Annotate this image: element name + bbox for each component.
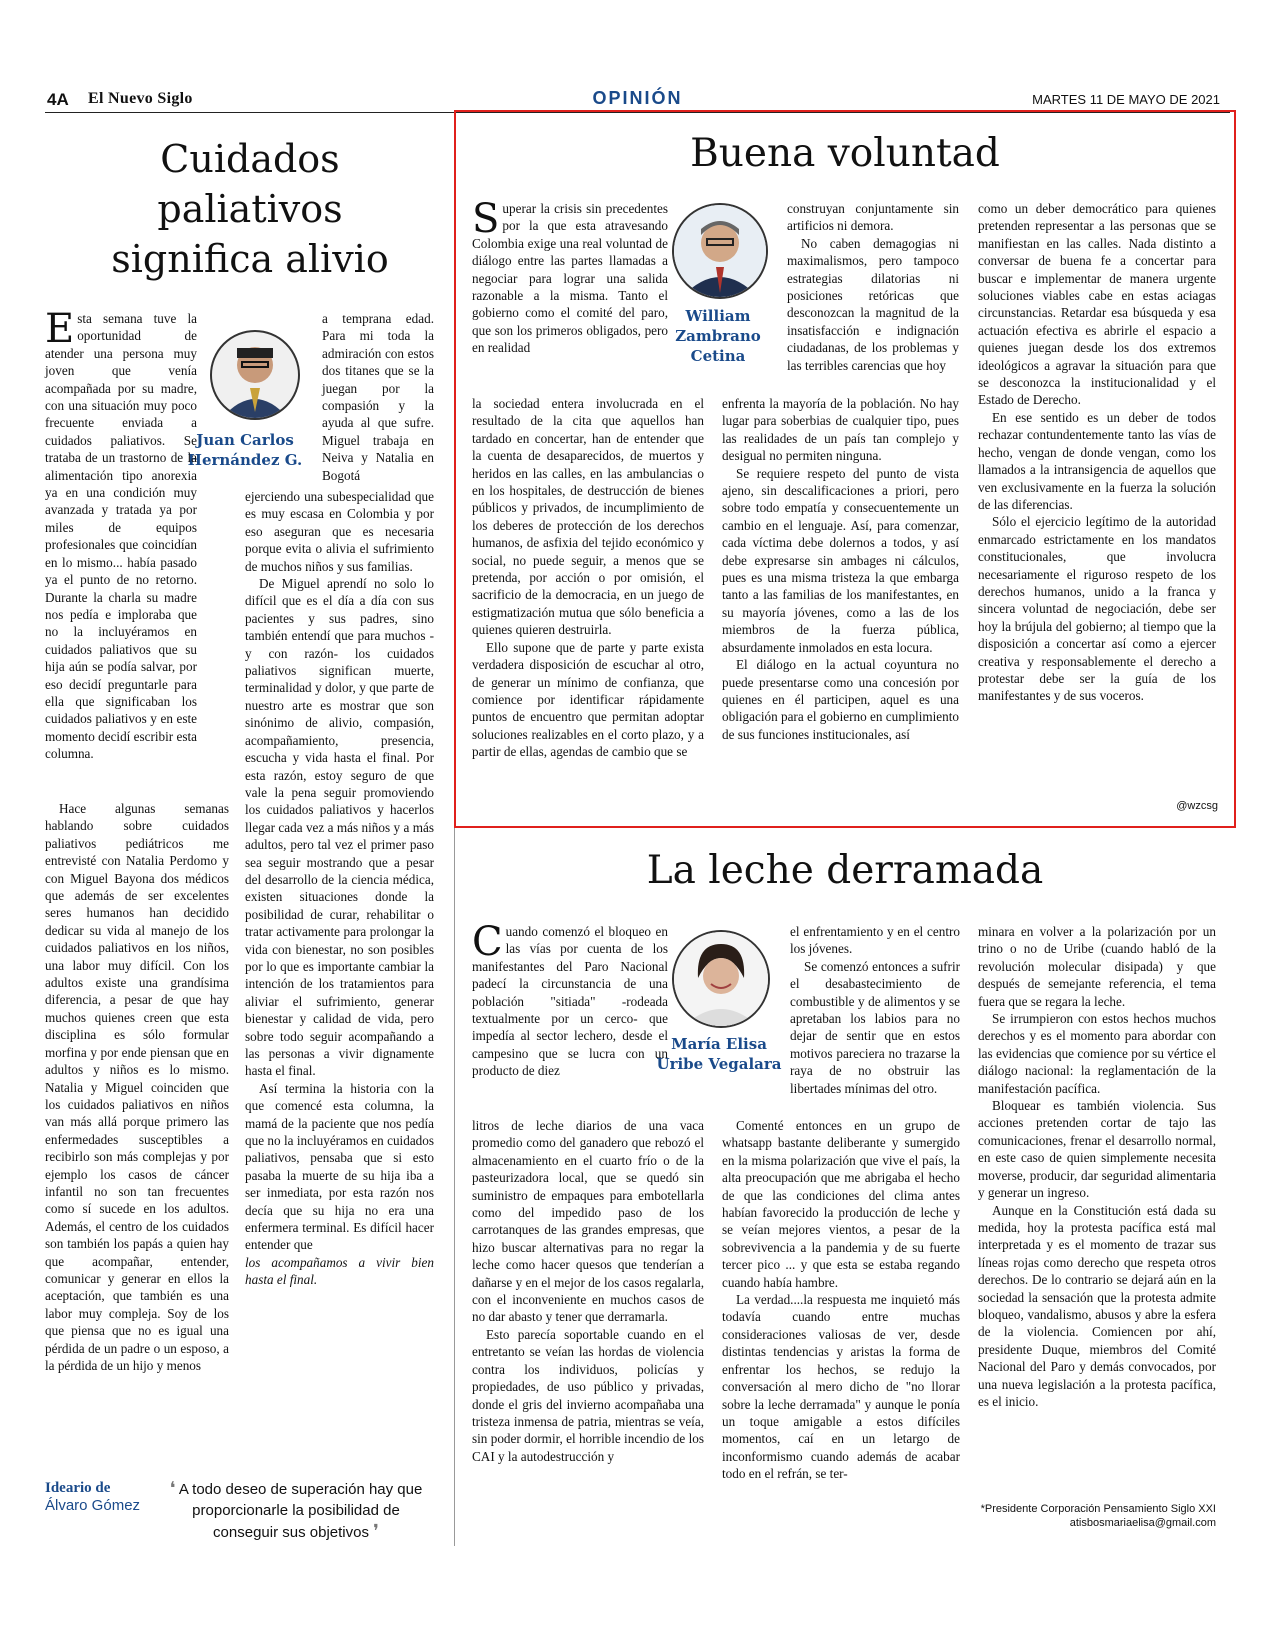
left-article-title: Cuidados paliativos significa alivio xyxy=(111,137,389,281)
section-title: OPINIÓN xyxy=(592,88,683,108)
top-article-title: Buena voluntad xyxy=(690,131,1000,176)
top-col1-b: la sociedad entera involucrada en el resultado de la cita que aquellos han tardado en concertar, han de entender que la cuenta de desaparecidos, de muertos y heridos en las calles, en las ambulancias o en los hospitales, de destrucción de bienes públicos y privados, de incumplimiento de los deberes de protección de los derechos humanos, de asfixia del tejido económico y social, no puede seguir, a menos que se pretenda, por acción o por omisión, el sacrificio de la democracia, en un juego de estigmatización mutua que sólo beneficia a quienes quieren destruirla. Ello supone que de parte y parte exista verdadera disposición de escuchar al otro, de generar un mínimo de confianza, que comience por identificar rápidamente puntos de encuentro que permitan adoptar soluciones realizables en el corto plazo, y a partir de ellas, agendas de cambio que se xyxy=(472,396,704,760)
bottom-col1-b: litros de leche diarios de una vaca promedio como del ganadero que rebozó el almacenamiento en el cuarto frío o de la pasteurizadora local, que se quedó sin suministro de empaques para embotellarla como del impedido paso de los carrotanques de las grandes empresas, que hizo buscar alternativas para no regar la leche como hacer quesos que tenderían a dañarse y en el mejor de los casos regalarla, con el inconveniente en muchos casos de no dar abasto y tener que derramarla. Esto parecía soportable cuando en el entretanto se veían las hordas de violencia contra los individuos, policías y propiedades, de uso público y privadas, donde el gris del invierno acompañaba una tristeza inmensa de patria, mientras se veía, sin poder dormir, el horrible incendio de los CAI y la autodestrucción y xyxy=(472,1118,704,1464)
bottom-col1-a: Cuando comenzó el bloqueo en las vías por cuenta de los manifestantes del Paro Nacional padecí la circunstancia de una población "sitiada" -rodeada textualmente por un cerco- que impedía al sector lechero, desde el campesino que se lucra con un producto de diez xyxy=(472,919,668,1079)
top-col1-a: Superar la crisis sin precedentes por la que esta atravesando Colombia exige una real voluntad de diálogo entre las partes llamadas a negociar para lograr una salida razonable a la misma. Tanto el gobierno como el comité del paro, que son los primeros obligados, pero en realidad xyxy=(472,196,668,356)
bottom-col2-b: Comenté entonces en un grupo de whatsapp bastante deliberante y sumergido en la misma polarización que vive el país, la alta preocupación que me abrigaba el hecho de que las condiciones del clima antes habían favorecido la producción de leche y se veían mejores vientos, a pesar de la sobrevivencia a la pandemia y de su fuerte tercer pico ... y que esta se estaba regando cuando había hambre. La verdad....la respuesta me inquietó más todavía cuando entre muchas consideraciones valiosas de ver, desde distintas tendencias y aristas la forma de enfrentar los hechos, se redujo la conversación al mero dicho de "no llorar sobre la leche derramada" y aunque le ponía un toque amigable a estos difíciles momentos, caí en un letargo de inconformismo cuando además de acabar todo en el refrán, se ter- xyxy=(722,1118,960,1482)
issue-date: MARTES 11 DE MAYO DE 2021 xyxy=(1032,92,1220,107)
newspaper-name: El Nuevo Siglo xyxy=(88,90,193,107)
bottom-col3: minara en volver a la polarización por un trino o no de Uribe (cuando habló de la revolución molecular disipada) y que después de semejante referencia, el tema fuera que se regara la leche. Se irrumpieron con estos hechos muchos derechos y es el momento para abordar con las evidencias que comience por su vértice el diálogo nacional: la reglamentación de la manifestación pacífica. Bloquear es también violencia. Sus acciones pretenden cortar de tajo las comunicaciones, frenar el desarrollo normal, en este caso de quien simplemente necesita moverse, producir, dar seguridad alimentaria y generar un ingreso. Aunque en la Constitución está dada su medida, hoy la protesta pacífica está mal interpretada y es el momento de trazar sus líneas rojas como derecho que respeta otros derechos. De lo contrario se dejará aún en la sociedad la sensación que la protesta admite bloqueo, vandalismo, abusos y abre la esfera de la violencia. Comiencen por ahí, presidente Duque, miembros del Comité Nacional del Paro y demás convocados, por una nueva legislación a la protesta pacífica, es el inicio. xyxy=(978,924,1216,1409)
author-photo-juan-carlos xyxy=(210,330,300,420)
left-col2-bottom: ejerciendo una subespecialidad que es muy escasa en Colombia y por eso aseguran que es necesaria porque evita o alivia el sufrimiento de muchos niños y sus familias. De Miguel aprendí no solo lo difícil que es el día a día con sus pacientes y sus padres, sino también entendí que para muchos -y con razón- los cuidados paliativos significan muerte, terminalidad y dolor, y que parte de nuestro arte es mostrar que son sinónimo de alivio, compasión, acompañamiento, presencia, escucha y vida hasta el final. Por esta razón, estoy seguro de que vale la pena seguir promoviendo los cuidados paliativos y hacerlos llegar cada vez a más niños y a más adultos, pero tal vez el primer paso sea seguir mostrando que a pesar del desarrollo de la ciencia médica, existen situaciones donde la posibilidad de curar, rehabilitar o tratar activamente para prolongar la vida con bienestar, no son posibles por lo que es importante cambiar la intención de los tratamientos para aliviar el sufrimiento, generar bienestar y calidad de vida, pero sobre todo seguir acompañando a las personas a vivir dignamente hasta el final. Así termina la historia con la que comencé esta columna, la mamá de la paciente que nos pedía que no la incluyéramos en cuidados paliativos, pensaba que si esto pasaba la muerte de su hija iba a ser inmediata, por esta razón nos decía que su hija no era una enfermera terminal. Es difícil hacer entender que los acompañamos a vivir bien hasta el final. xyxy=(245,489,434,1288)
close-quote-icon: ❜ xyxy=(373,1521,379,1541)
left-col1-bottom: Hace algunas semanas hablando sobre cuidados paliativos pediátricos me entrevisté con Natalia Perdomo y con Miguel Bayona dos médicos que además de ser excelentes seres humanos han decidido dedicar su vida al manejo de los cuidados paliativos en los niños, una labor muy difícil. Con los adultos existe una grandísima diferencia, a pesar de que hay muchos quienes creen que esta disciplina es sólo formular morfina y por ende piensan que en adultos y niños es lo mismo. Natalia y Miguel coinciden que los cuidados paliativos en niños van más allá porque primero las enfermedades susceptibles a recibirlo son más complejas y por ejemplo los casos de cáncer infantil no son tan frecuentes como sí sucede en los adultos. Además, el centro de los cuidados son también los papás a quien hay que acompañar, entender, comunicar y generar en ellos la aceptación, que también es una labor muy compleja. Soy de los que piensa que no es igual una pérdida de un padre o un esposo, a la pérdida de un hijo y menos xyxy=(45,801,229,1373)
top-col2-b: enfrenta la mayoría de la población. No hay lugar para soberbias de cualquier tipo, pues las realidades de un país tan complejo y desigual no permiten ninguna. Se requiere respeto del punto de vista ajeno, sin descalificaciones a priori, pero sobre todo empatía y consecuentemente un cambio en el lenguaje. Así, para comenzar, cada víctima debe dolernos a todos, y así debe expresarse sin ambages ni cálculos, pues es una misma tristeza la que embarga tanto a las familias de los manifestantes, en su mayoría jóvenes, como a las de los miembros de la fuerza pública, absurdamente inmolados en esta locura. El diálogo en la actual coyuntura no puede presentarse como una concesión por quienes en él participen, aquel es una obligación para el gobierno en cumplimiento de sus funciones institucionales, así xyxy=(722,396,959,742)
page-number: 4A xyxy=(47,90,69,109)
top-col2-a: construyan conjuntamente sin artificios ni demora. No caben demagogias ni maximalismos, pero tampoco estrategias dilatorias ni posiciones retóricas que desconozcan la magnitud de la insatisfacción e indignación ciudadanas, de los problemas y las terribles carencias que hoy xyxy=(787,201,959,373)
author-juan-carlos: Juan Carlos Hernández G. xyxy=(187,431,303,469)
author-handle: @wzcsg xyxy=(1176,800,1218,812)
author-photo-william xyxy=(672,203,768,299)
ideario-quote: ❛ A todo deseo de superación hay que proporcionarle la posibilidad de conseguir sus objetivos ❜ xyxy=(169,1478,423,1541)
author-photo-maria-elisa xyxy=(672,930,770,1028)
author-footnote: *Presidente Corporación Pensamiento Siglo XXI atisbosmariaelisa@gmail.com xyxy=(980,1503,1216,1529)
top-col3: como un deber democrático para quienes pretenden representar a las personas que se manifiestan en las calles. Nada distinto a conversar de buena fe a concertar para buscar e implementar de manera urgente soluciones viables cabe en estas aciagas circunstancias. Retardar esa búsqueda y esa actuación efectiva es abrirle el espacio a quienes juegan desde los dos extremos ideológicos a agravar la situación para que se desconozca la institucionalidad y el Estado de Derecho. En ese sentido es un deber de todos rechazar contundentemente tanto las vías de hecho, vengan de donde vengan, como los llamados a la intransigencia de aquellos que ven exclusivamente en la fuerza la solución de las diferencias. Sólo el ejercicio legítimo de la autoridad enmarcado estrictamente en los mandatos constitucionales, que involucra necesariamente el riguroso respeto de los derechos humanos, unido a la franca y sincera voluntad de negociación, debe ser hoy la brújula del gobierno; al tiempo que la disposición a concertar así como a ejercer creativa y responsablemente el derecho a protestar debe ser la guía de los manifestantes y de sus voceros. xyxy=(978,201,1216,704)
author-william: William Zambrano Cetina xyxy=(675,307,761,365)
bottom-article-title: La leche derramada xyxy=(646,848,1044,893)
left-col2-top: a temprana edad. Para mi toda la admiración con estos dos titanes que se la juegan por la compasión y la ayuda al que sufre. Miguel trabaja en Neiva y Natalia en Bogotá xyxy=(322,311,434,483)
author-maria-elisa: María Elisa Uribe Vegalara xyxy=(656,1035,782,1073)
left-col1-top: Esta semana tuve la oportunidad de atender una persona muy joven que venía acompañada por su madre, con una situación muy poco frecuente enviada a cuidados paliativos. Se trataba de un trastorno de la alimentación tipo anorexia ya en una condición muy avanzada y tratada ya por miles de equipos profesionales que coincidían en lo mismo... había pasado ya el punto de no retorno. Durante la charla su madre nos pedía e imploraba que no la incluyéramos en cuidados paliativos que su hija aún se podía salvar, por eso decidí preguntarle para ella que significaban los cuidados paliativos y en este momento decidí escribir esta columna. xyxy=(45,306,197,762)
bottom-col2-a: el enfrentamiento y en el centro los jóvenes. Se comenzó entonces a sufrir el desabastecimiento de combustible y de alimentos y se apretaban los labios para no dejar de sentir que en estos motivos pareciera no trazarse la raya de no obstruir las libertades mínimas del otro. xyxy=(790,924,960,1096)
open-quote-icon: ❛ xyxy=(169,1478,176,1498)
ideario-label: Ideario de Álvaro Gómez xyxy=(45,1480,141,1514)
